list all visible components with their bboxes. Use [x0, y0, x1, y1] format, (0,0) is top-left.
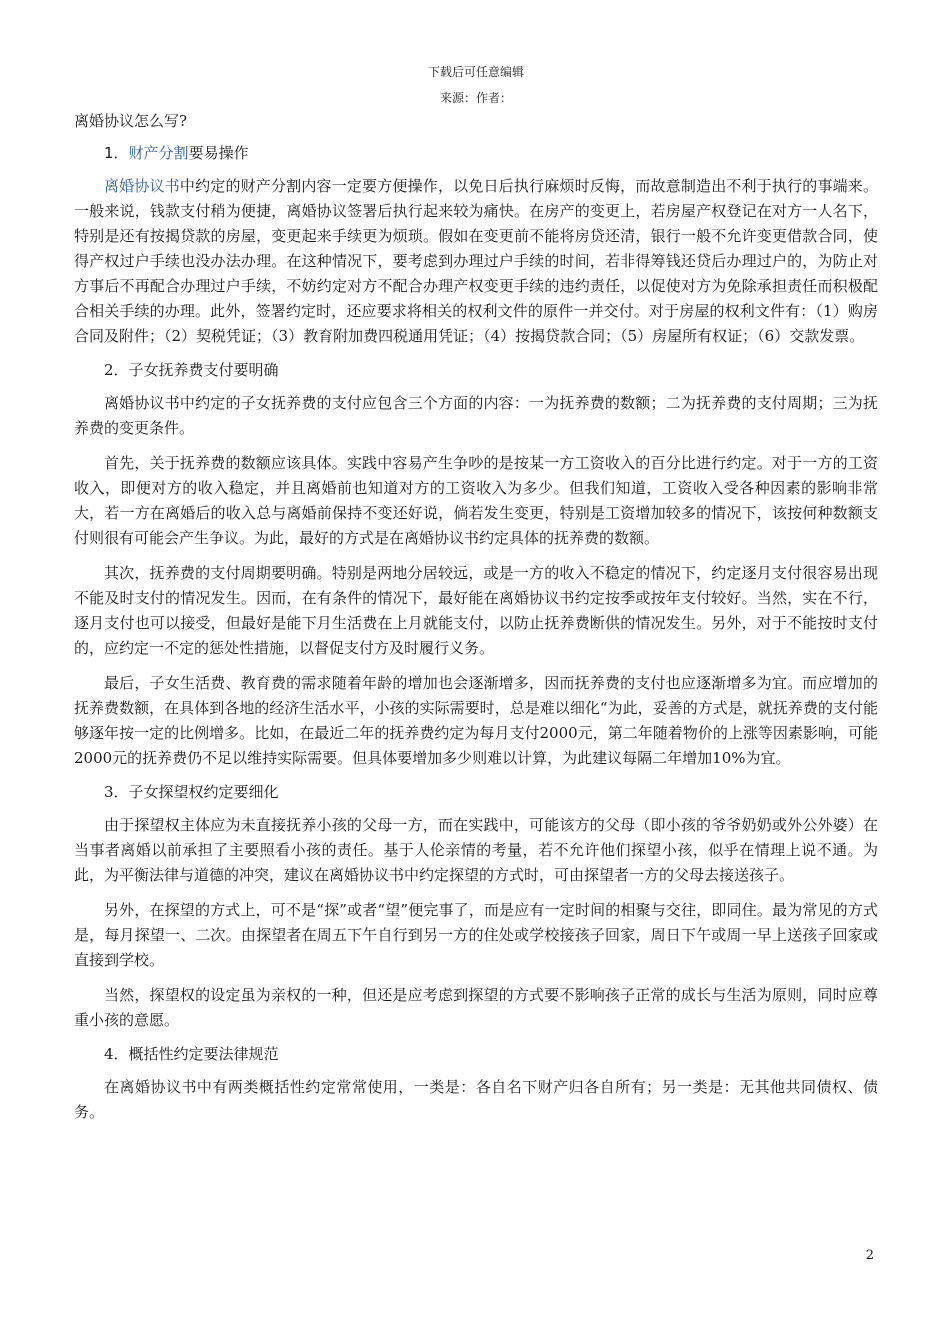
document-title: 离婚协议怎么写? — [74, 112, 188, 130]
paragraph-visitation-principle: 当然，探望权的设定虽为亲权的一种，但还是应考虑到探望的方式要不影响孩子正常的成长与生活为原则，同时应尊重小孩的意愿。 — [74, 986, 878, 1029]
paragraph-support-intro: 离婚协议书中约定的子女抚养费的支付应包含三个方面的内容：一为抚养费的数额；二为抚养费的支付周期；三为抚养费的变更条件。 — [74, 394, 878, 437]
paragraph-general-clauses: 在离婚协议书中有两类概括性约定常常使用，一类是：各自名下财产归各自所有；另一类是：无其他共同债权、债务。 — [74, 1078, 878, 1121]
section-1-rest: 要易操作 — [188, 144, 249, 162]
paragraph-visitation-subject: 由于探望权主体应为未直接抚养小孩的父母一方，而在实践中，可能该方的父母（即小孩的爷爷奶奶或外公外婆）在当事者离婚以前承担了主要照看小孩的责任。基于人伦亲情的考量，若不允许他们探望小孩，似乎在情理上说不通。为此，为平衡法律与道德的冲突，建议在离婚协议书中约定探望的方式时，可由探望者一方的父母去接送孩子。 — [74, 816, 878, 884]
section-3-heading: 3．子女探望权约定要细化 — [104, 783, 279, 801]
divorce-agreement-link[interactable]: 离婚协议书 — [104, 177, 180, 195]
page-number: 2 — [865, 1248, 874, 1263]
property-division-link[interactable]: 财产分割 — [128, 144, 189, 162]
paragraph-visitation-method: 另外，在探望的方式上，可不是“探”或者“望”便完事了，而是应有一定时间的相聚与交往，即同住。最为常见的方式是，每月探望一、二次。由探望者在周五下午自行到另一方的住处或学校接孩子回家，周日下午或周一早上送孩子回家或直接到学校。 — [74, 901, 878, 969]
section-4-heading: 4．概括性约定要法律规范 — [104, 1045, 279, 1063]
section-1-number: 1． — [104, 144, 129, 162]
section-1-heading — [104, 142, 878, 164]
paragraph-support-amount: 首先，关于抚养费的数额应该具体。实践中容易产生争吵的是按某一方工资收入的百分比进行约定。对于一方的工资收入，即便对方的收入稳定，并且离婚前也知道对方的工资收入为多少。但我们知道，工资收入受各种因素的影响非常大，若一方在离婚后的收入总与离婚前保持不变还好说，倘若发生变更，特别是工资增加较多的情况下，该按何种数额支付则很有可能会产生争议。为此，最好的方式是在离婚协议书约定具体的抚养费的数额。 — [74, 454, 878, 547]
paragraph-property — [74, 174, 878, 349]
paragraph-support-increase: 最后，子女生活费、教育费的需求随着年龄的增加也会逐渐增多，因而抚养费的支付也应逐渐增多为宜。而应增加的抚养费数额，在具体到各地的经济生活水平，小孩的实际需要时，总是难以细化“为此，妥善的方式是，就抚养费的支付能够逐年按一定的比例增多。比如，在最近二年的抚养费约定为每月支付2000元，第二年随着物价的上涨等因素影响，可能2000元的抚养费仍不足以维持实际需要。但具体要增加多少则难以计算，为此建议每隔二年增加10%为宜。 — [74, 674, 878, 767]
paragraph-property-text: 中约定的财产分割内容一定要方便操作，以免日后执行麻烦时反悔，而故意制造出不利于执行的事端来。一般来说，钱款支付稍为便捷，离婚协议签署后执行起来较为痛快。在房产的变更上，若房屋产权登记在对方一人名下，特别是还有按揭贷款的房屋，变更起来手续更为烦琐。假如在变更前不能将房贷还清，银行一般不允许变更借款合同，使得产权过户手续也没办法办理。在这种情况下，要考虑到办理过户手续的时间，若非得筹钱还贷后办理过户的，为防止对方事后不再配合办理过户手续，不妨约定对方不配合办理产权变更手续的违约责任，以促使对方为免除承担责任而积极配合相关手续的办理。此外，签署约定时，还应要求将相关的权利文件的原件一并交付。对于房屋的权利文件有：（1）购房合同及附件；（2）契税凭证；（3）教育附加费四税通用凭证；（4）按揭贷款合同；（5）房屋所有权证；（6）交款发票。 — [74, 177, 878, 345]
paragraph-support-period: 其次，抚养费的支付周期要明确。特别是两地分居较远，或是一方的收入不稳定的情况下，约定逐月支付很容易出现不能及时支付的情况发生。因而，在有条件的情况下，最好能在离婚协议书约定按季或按年支付较好。当然，实在不行，逐月支付也可以接受，但最好是能下月生活费在上月就能支付，以防止抚养费断供的情况发生。另外，对于不能按时支付的，应约定一不定的惩处性措施，以督促支付方及时履行义务。 — [74, 564, 878, 657]
header-note: 下载后可任意编辑 — [427, 65, 524, 79]
document-page — [74, 58, 878, 1125]
section-2-heading: 2．子女抚养费支付要明确 — [104, 361, 279, 379]
source-line: 来源：作者： — [439, 91, 512, 105]
